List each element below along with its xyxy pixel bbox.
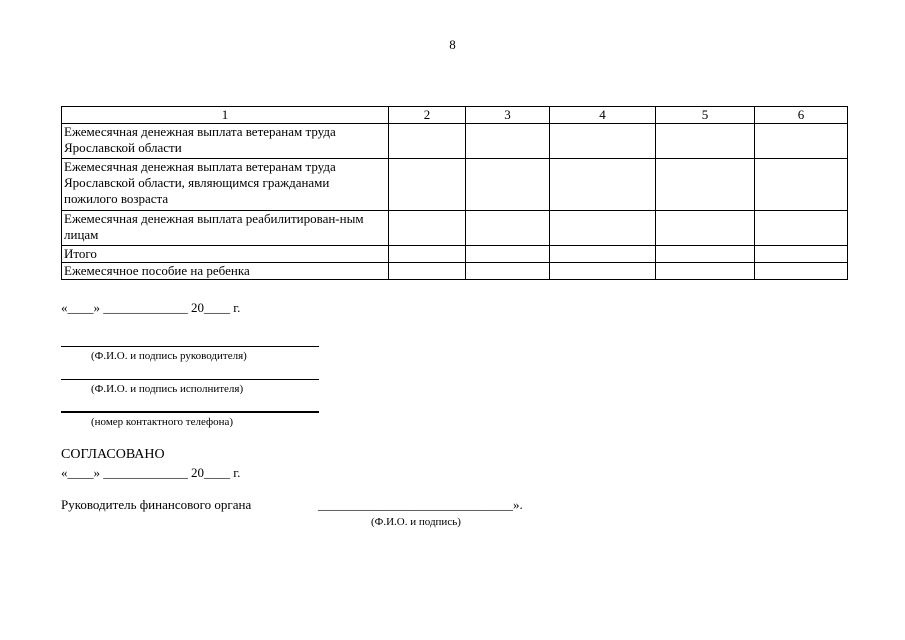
row-label: Ежемесячная денежная выплата ветеранам труда Ярославской области, являющимся гражданами пожилого возраста bbox=[62, 159, 389, 211]
table-cell bbox=[550, 159, 656, 211]
table-cell bbox=[466, 159, 550, 211]
date-line: «____» _____________ 20____ г. bbox=[61, 300, 241, 315]
table-cell bbox=[389, 124, 466, 159]
row-label: Ежемесячная денежная выплата ветеранам труда Ярославской области bbox=[62, 124, 389, 159]
finance-head-caption: (Ф.И.О. и подпись) bbox=[371, 516, 461, 528]
table-cell bbox=[389, 263, 466, 280]
table-cell bbox=[466, 124, 550, 159]
report-table bbox=[61, 106, 848, 280]
table-cell bbox=[550, 246, 656, 263]
table-row bbox=[62, 246, 848, 263]
column-header: 3 bbox=[466, 107, 550, 124]
table-cell bbox=[656, 124, 755, 159]
page-number: 8 bbox=[449, 37, 456, 52]
table-header-row bbox=[62, 107, 848, 124]
row-label: Ежемесячное пособие на ребенка bbox=[62, 263, 389, 280]
head-signature-line bbox=[61, 346, 319, 347]
phone-line bbox=[61, 411, 319, 413]
column-header: 6 bbox=[755, 107, 848, 124]
head-signature-caption: (Ф.И.О. и подпись руководителя) bbox=[91, 350, 247, 362]
table-cell bbox=[389, 211, 466, 246]
column-header: 2 bbox=[389, 107, 466, 124]
table-cell bbox=[755, 211, 848, 246]
table-cell bbox=[466, 263, 550, 280]
table-cell bbox=[755, 246, 848, 263]
table-cell bbox=[550, 263, 656, 280]
table-row bbox=[62, 124, 848, 159]
table-cell bbox=[550, 124, 656, 159]
column-header: 5 bbox=[656, 107, 755, 124]
table-cell bbox=[389, 159, 466, 211]
table-cell bbox=[656, 159, 755, 211]
table-cell bbox=[755, 124, 848, 159]
table-row bbox=[62, 211, 848, 246]
approval-title: СОГЛАСОВАНО bbox=[61, 447, 165, 462]
table-row bbox=[62, 159, 848, 211]
row-label: Ежемесячная денежная выплата реабилитирован-ным лицам bbox=[62, 211, 389, 246]
table-cell bbox=[656, 246, 755, 263]
finance-head-label: Руководитель финансового органа bbox=[61, 497, 252, 512]
executor-signature-line bbox=[61, 379, 319, 380]
executor-signature-caption: (Ф.И.О. и подпись исполнителя) bbox=[91, 383, 244, 395]
row-label: Итого bbox=[62, 246, 389, 263]
table-cell bbox=[389, 246, 466, 263]
phone-caption: (номер контактного телефона) bbox=[91, 416, 234, 428]
table-row bbox=[62, 263, 848, 280]
table-cell bbox=[466, 246, 550, 263]
table-cell bbox=[656, 211, 755, 246]
table-cell bbox=[755, 263, 848, 280]
table-cell bbox=[755, 159, 848, 211]
column-header: 4 bbox=[550, 107, 656, 124]
table-cell bbox=[656, 263, 755, 280]
table-cell bbox=[466, 211, 550, 246]
table-cell bbox=[550, 211, 656, 246]
finance-head-signature-blank: ______________________________». bbox=[318, 497, 523, 512]
column-header: 1 bbox=[62, 107, 389, 124]
approval-date-line: «____» _____________ 20____ г. bbox=[61, 465, 241, 480]
